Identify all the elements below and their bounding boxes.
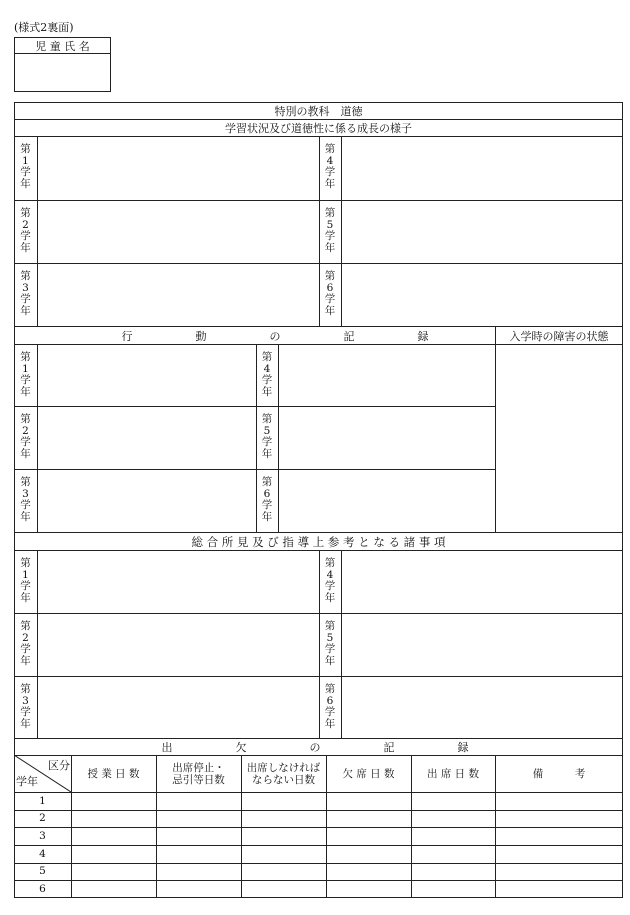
general-grade-1-field[interactable] <box>37 550 319 613</box>
moral-grade-label-3: 第 3 学 年 <box>20 270 31 317</box>
attendance-cell-6-4[interactable] <box>326 880 411 898</box>
attendance-cell-3-3[interactable] <box>241 827 326 845</box>
general-grade-label-6: 第 6 学 年 <box>324 683 336 730</box>
behavior-grade-label-6: 第 6 学 年 <box>261 476 273 523</box>
behavior-title-char: 行 <box>121 329 133 343</box>
general-grade-4-field[interactable] <box>341 550 623 613</box>
general-grade-label-2: 第 2 学 年 <box>20 620 31 667</box>
attendance-col-header-line: 備 考 <box>532 767 586 780</box>
attendance-cell-5-5[interactable] <box>411 863 495 881</box>
attendance-cell-2-6[interactable] <box>495 810 623 828</box>
attendance-cell-1-1[interactable] <box>71 792 156 810</box>
attendance-col-header-line: 忌引等日数 <box>172 773 225 786</box>
attendance-row-grade-3: 3 <box>39 830 46 843</box>
attendance-col-header-4 <box>326 755 411 792</box>
attendance-title-char: 録 <box>457 741 469 754</box>
disability-field[interactable] <box>495 344 623 532</box>
general-grade-label-1: 第 1 学 年 <box>20 557 31 604</box>
attendance-cell-2-5[interactable] <box>411 810 495 828</box>
attendance-cell-4-4[interactable] <box>326 845 411 863</box>
moral-grade-4-field[interactable] <box>341 136 623 200</box>
moral-grade-2-field[interactable] <box>37 200 319 263</box>
behavior-grade-5-field[interactable] <box>278 406 495 469</box>
moral-grade-1-field[interactable] <box>37 136 319 200</box>
general-grade-2-field[interactable] <box>37 613 319 676</box>
moral-grade-label-2: 第 2 学 年 <box>20 207 31 254</box>
behavior-grade-4-field[interactable] <box>278 344 495 406</box>
attendance-cell-3-5[interactable] <box>411 827 495 845</box>
attendance-col-header-6 <box>495 755 623 792</box>
attendance-cell-1-5[interactable] <box>411 792 495 810</box>
attendance-col-header-line: 欠 席 日 数 <box>342 767 395 780</box>
behavior-title-char: 動 <box>195 329 207 343</box>
moral-grade-5-field[interactable] <box>341 200 623 263</box>
attendance-cell-2-2[interactable] <box>156 810 241 828</box>
attendance-row-grade-1: 1 <box>39 794 46 807</box>
attendance-row-grade-4: 4 <box>39 847 46 860</box>
behavior-grade-label-4: 第 4 学 年 <box>261 351 273 398</box>
attendance-cell-2-4[interactable] <box>326 810 411 828</box>
attendance-col-header-line: 授 業 日 数 <box>87 767 140 780</box>
attendance-cell-1-6[interactable] <box>495 792 623 810</box>
attendance-cell-2-1[interactable] <box>71 810 156 828</box>
attendance-cell-1-3[interactable] <box>241 792 326 810</box>
form-code: (様式2裏面) <box>14 21 74 34</box>
moral-grade-3-field[interactable] <box>37 263 319 326</box>
moral-section-subtitle: 学習状況及び道徳性に係る成長の様子 <box>225 122 412 135</box>
attendance-title-char: 記 <box>383 741 395 754</box>
behavior-title-char: 録 <box>417 329 429 343</box>
attendance-cell-3-1[interactable] <box>71 827 156 845</box>
student-name-label: 児 童 氏 名 <box>15 38 110 54</box>
attendance-cell-5-4[interactable] <box>326 863 411 881</box>
attendance-title-char: 出 <box>161 741 173 754</box>
attendance-row-grade-2: 2 <box>39 812 46 825</box>
attendance-col-header-5 <box>411 755 495 792</box>
attendance-cell-5-3[interactable] <box>241 863 326 881</box>
attendance-cell-4-3[interactable] <box>241 845 326 863</box>
attendance-col-header-1 <box>71 755 156 792</box>
general-grade-6-field[interactable] <box>341 676 623 738</box>
behavior-grade-label-5: 第 5 学 年 <box>261 413 273 460</box>
attendance-col-header-line: ならない日数 <box>252 773 315 786</box>
attendance-title-char: 欠 <box>235 741 247 754</box>
attendance-col-header-line: 出席停止・ <box>172 761 225 774</box>
attendance-cell-4-6[interactable] <box>495 845 623 863</box>
general-grade-5-field[interactable] <box>341 613 623 676</box>
behavior-grade-label-2: 第 2 学 年 <box>20 413 31 460</box>
behavior-title-char: の <box>269 329 281 343</box>
moral-section-title: 特別の教科 道徳 <box>274 105 363 118</box>
attendance-cell-6-5[interactable] <box>411 880 495 898</box>
attendance-cell-5-6[interactable] <box>495 863 623 881</box>
behavior-grade-2-field[interactable] <box>37 406 256 469</box>
student-name-box <box>14 37 111 92</box>
attendance-cell-3-2[interactable] <box>156 827 241 845</box>
corner-label-category: 区分 <box>48 759 70 772</box>
moral-grade-label-5: 第 5 学 年 <box>324 207 336 254</box>
attendance-cell-1-4[interactable] <box>326 792 411 810</box>
attendance-cell-4-5[interactable] <box>411 845 495 863</box>
attendance-cell-4-1[interactable] <box>71 845 156 863</box>
disability-label: 入学時の障害の状態 <box>509 329 609 343</box>
attendance-cell-2-3[interactable] <box>241 810 326 828</box>
student-name-field[interactable] <box>15 54 110 91</box>
moral-grade-label-6: 第 6 学 年 <box>324 270 336 317</box>
attendance-col-header-line: 出 席 日 数 <box>426 767 479 780</box>
attendance-cell-3-6[interactable] <box>495 827 623 845</box>
attendance-cell-6-3[interactable] <box>241 880 326 898</box>
moral-grade-label-1: 第 1 学 年 <box>20 143 31 190</box>
attendance-col-header-3 <box>241 755 326 792</box>
attendance-cell-5-1[interactable] <box>71 863 156 881</box>
behavior-grade-label-3: 第 3 学 年 <box>20 476 31 523</box>
attendance-cell-5-2[interactable] <box>156 863 241 881</box>
attendance-title-char: の <box>309 741 321 754</box>
attendance-row-grade-6: 6 <box>39 883 46 896</box>
behavior-grade-1-field[interactable] <box>37 344 256 406</box>
behavior-grade-6-field[interactable] <box>278 469 495 532</box>
general-grade-3-field[interactable] <box>37 676 319 738</box>
general-grade-label-4: 第 4 学 年 <box>324 557 336 604</box>
general-grade-label-3: 第 3 学 年 <box>20 683 31 730</box>
general-section-title: 総 合 所 見 及 び 指 導 上 参 考 と な る 諸 事 項 <box>191 534 446 549</box>
behavior-grade-label-1: 第 1 学 年 <box>20 351 31 398</box>
attendance-cell-6-2[interactable] <box>156 880 241 898</box>
attendance-col-header-line: 出席しなければ <box>246 761 321 774</box>
attendance-cell-1-2[interactable] <box>156 792 241 810</box>
attendance-row-grade-5: 5 <box>39 865 46 878</box>
behavior-grade-3-field[interactable] <box>37 469 256 532</box>
corner-label-grade: 学年 <box>16 775 38 788</box>
behavior-title-char: 記 <box>343 329 355 343</box>
moral-grade-label-4: 第 4 学 年 <box>324 143 336 190</box>
attendance-cell-6-6[interactable] <box>495 880 623 898</box>
attendance-cell-3-4[interactable] <box>326 827 411 845</box>
attendance-cell-6-1[interactable] <box>71 880 156 898</box>
attendance-col-header-2 <box>156 755 241 792</box>
attendance-cell-4-2[interactable] <box>156 845 241 863</box>
moral-grade-6-field[interactable] <box>341 263 623 326</box>
general-grade-label-5: 第 5 学 年 <box>324 620 336 667</box>
